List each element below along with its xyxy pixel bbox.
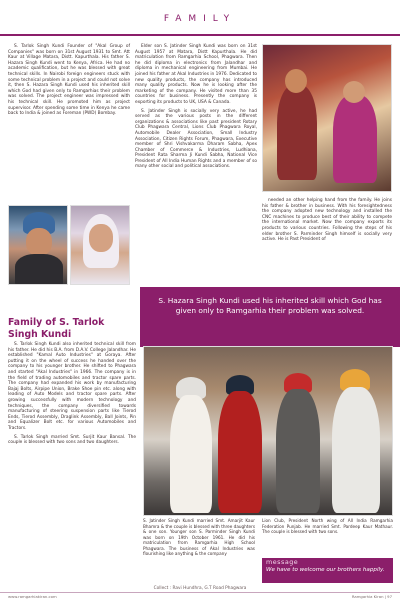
- figure-person: [170, 395, 212, 513]
- figure-head: [343, 81, 365, 103]
- paragraph: S. Tarlok Singh Kundi also inherited technical skill from his father. He did his B.A. from D.A.V. College Jalandhar. He established "Kamal Auto Industries" at Goraya. After putting it on the wheel of success he handed over the company to his younger brother. He shifted to Phagwara and started "Akal Industries" in 1966. The company is in the field of trading automobiles and tractor spare parts. The company had expanded his work by manufacturing Bajaj Bolts, Airpipe Union, Brake Shoe pin etc. along with leading of Auto Models and tractor spare parts. After growing successfully with modern technology and techniques, the company diversified towards manufacturing of steering suspension parts like Tierod Ends, Tierod Assembly, Draglink Assembly, Ball Joints, Pin and Equalizer Bolt etc. for various Automobiles and Tractors.: [8, 342, 136, 431]
- figure-woman: [333, 95, 377, 183]
- section-heading: Family of S. Tarlok Singh Kundi: [8, 317, 105, 340]
- credit-line: Collect : Ravi Hundhra, G.T Road Phagwara: [153, 586, 247, 591]
- article-column-4: [8, 342, 136, 562]
- photo-caption-left: S. Jatinder Singh Kundi married Smt. Amarjit Kaur Bhamra & the couple is blessed with three daughters & one son. Younger son S. Parminder Singh Kundi was born on 19th October 1961. He did his matriculation from Ramgarhia High School Phagwara. The business of Akal Industries was flourishing like anything & the company: [143, 518, 255, 556]
- header-rule: [0, 34, 400, 36]
- article-column-3: [262, 198, 392, 286]
- face: [26, 228, 52, 256]
- page-section-title: FAMILY: [163, 14, 237, 24]
- paragraph: S. Jatinder Singh is socially very active, he had served as the various posts in the different organizations & associations like past president Rotary Club Phagwara Central, Lions Club Phagwara Royal, Automobile Dealer Association, Small Industry Association, Citizen Rights Forum, Phagwara, Executive member of Shri Vishvakarma Dharam Sabha, Apex Chamber of Commerce & Industries, Ludhiana, President Rata Sharma Ji Kundi Sabha, National Vice President of All India Human Rights and a member of so many other social and political associations.: [135, 108, 257, 170]
- face: [89, 224, 113, 252]
- couple-photo: [262, 44, 392, 192]
- group-photo: [143, 346, 393, 516]
- paragraph: S. Tarlok Singh married Smt. Surjit Kaur Bansal. The couple is blessed with two sons and two daughters.: [8, 434, 136, 446]
- footer-rule: [0, 592, 400, 593]
- message-text: We have to welcome our brothers happily.: [266, 567, 385, 573]
- figure-person: [218, 391, 262, 513]
- message-title: message: [266, 558, 299, 566]
- portrait-photo-man: [8, 205, 68, 285]
- pull-quote-text: S. Hazara Singh Kundi used his inherited skill which God has given only to Ramgarhia their problem was solved.: [158, 296, 382, 315]
- figure-man: [277, 85, 317, 180]
- portrait-photo-woman: [70, 205, 130, 285]
- article-column-2: [135, 44, 257, 239]
- paragraph: S. Tarlok Singh Kundi Founder of "Akal Group of Companies" was born on 31st August 1931 to Smt. Att Kaur at Village Matara, Distt. Kapurthala. His father S. Hazara Singh Kundi went to Kenya, Africa. He had no academic qualification, but he was blessed with great technical skills. In Nairobi foreign engineers stuck with some technical problem in a project and could not solve it, then S. Hazara Singh Kundi used his inherited skill which God had given only to Ramgarhias their problem was solved. The project engineer was impressed with his technical skill. He promoted him as project supervisor. After spending some time in Kenya he came back to India & joined as Foreman (PWD) Bombay.: [8, 44, 130, 117]
- figure-person: [276, 389, 320, 513]
- paragraph: Elder son S. Jatinder Singh Kundi was born on 31st August 1957 at Matara, Distt Kapurthala. He did matriculation from Ramgarhia School, Phagwara. Then he did diploma in electronics from Jalandhar and diploma in mechanical engineering from Mumbai. He joined his father at Akal Industries in 1976. Dedicated to new quality products, the company has introduced many quality products. Now he is looking after the marketing of the company. He visited more than 35 countries for business. Presently the company is exporting its products to UK, USA & Canada.: [135, 44, 257, 105]
- photo-caption-right: Lion Club, President North wing of All India Ramgarhia Federation Punjab. He married Smt. Pardeep Kaur Mathaur. The couple is blessed with two sons.: [262, 518, 393, 534]
- body: [15, 254, 63, 285]
- article-column-1: [8, 44, 130, 202]
- footer-page-number: Ramgarhia Kiran | 97: [351, 594, 392, 599]
- figure-person: [332, 387, 380, 513]
- figure-head: [285, 69, 307, 93]
- footer-url: www.ramgarhiakiran.com: [8, 594, 57, 599]
- paragraph: needed an other helping hand from the family. He joins his father & brother in business. With his foresightedness the company adopted new technology and installed the CNC machines to produce best of their ability to compete the international market. Now the company exports its products to various countries. Following the steps of his elder brother S. Parminder Singh himself is socially very active. He is Past President of: [262, 198, 392, 243]
